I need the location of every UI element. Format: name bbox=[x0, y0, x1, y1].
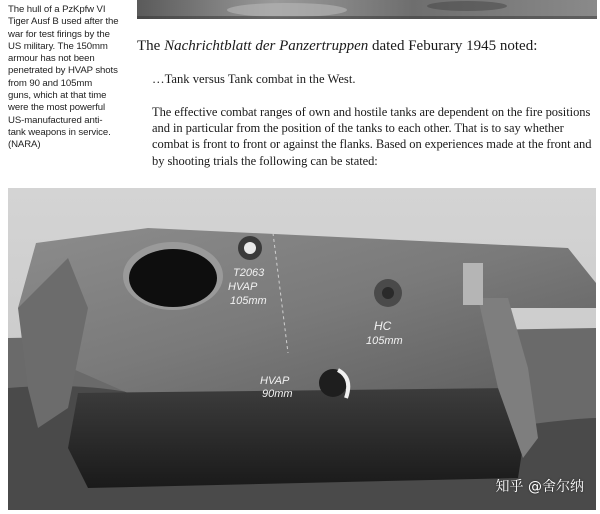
chalk-mark-2-line-1: HC bbox=[374, 319, 392, 333]
heading-prefix: The bbox=[137, 38, 165, 54]
photo-caption: The hull of a PzKpfw VI Tiger Ausf B used after the war for test firings by the US military. The 150mm armour has not been penetrated by HVAP shots from 90 and 105mm guns, which at that time were the most powerful US-manufactured anti- tank weapons in service. (NARA) bbox=[8, 4, 119, 151]
quote-lead: …Tank versus Tank combat in the West. bbox=[152, 72, 356, 86]
publication-title: Nachrichtblatt der Panzertruppen bbox=[164, 38, 369, 54]
heading-suffix: dated Feburary 1945 noted: bbox=[368, 38, 538, 54]
chalk-mark-3-line-2: 90mm bbox=[262, 388, 293, 400]
chalk-mark-2-line-2: 105mm bbox=[366, 335, 403, 347]
zhihu-watermark: 知乎 @舍尔纳 bbox=[495, 479, 584, 495]
section-heading bbox=[137, 38, 597, 55]
tank-hull-photo bbox=[8, 188, 596, 510]
chalk-mark-1-line-2: HVAP bbox=[228, 281, 258, 293]
chalk-mark-1-line-1: T2063 bbox=[233, 267, 265, 279]
chalk-mark-3-line-1: HVAP bbox=[260, 375, 290, 387]
chalk-mark-1-line-3: 105mm bbox=[230, 295, 267, 307]
top-photo-strip bbox=[137, 0, 597, 19]
quote-body: The effective combat ranges of own and hostile tanks are dependent on the fire positions and in particular from the position of the tanks to each other. That is to say whether combat is front to front or against the flanks. Based on experiences made at the front and by shooting trials the following can be stated: bbox=[152, 105, 592, 168]
